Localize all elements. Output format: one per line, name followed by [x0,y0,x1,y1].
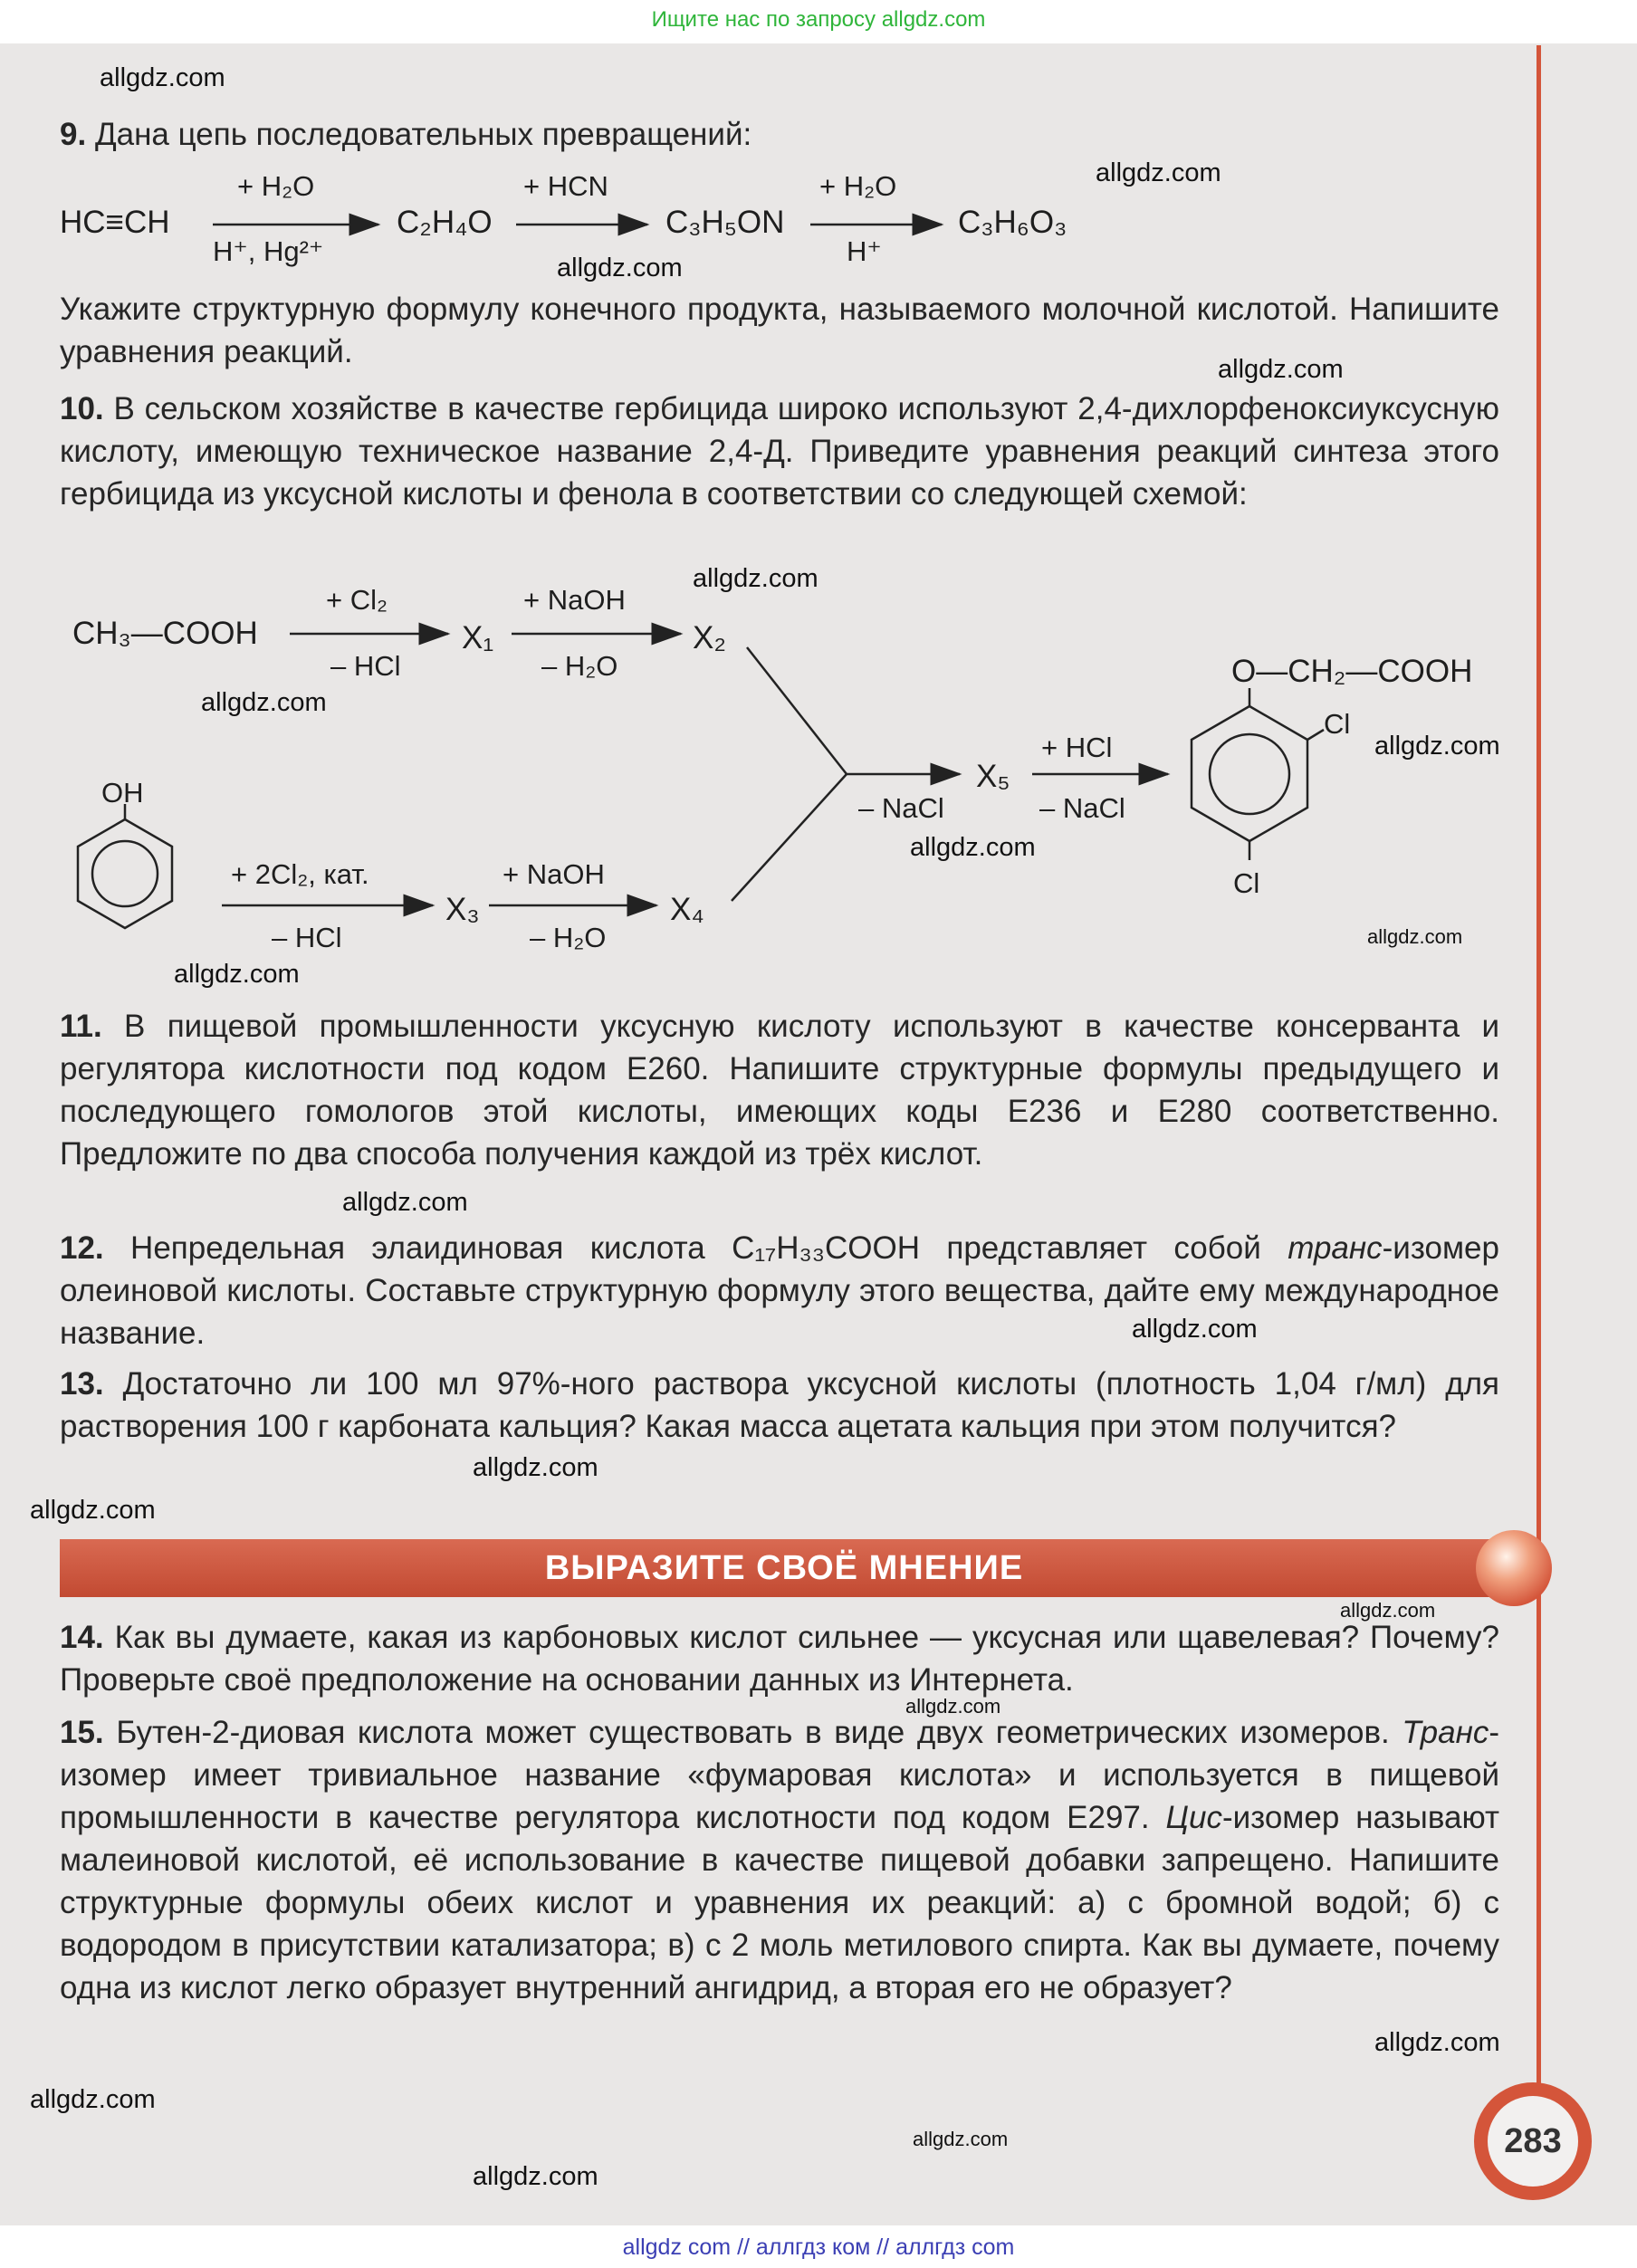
watermark: allgdz.com [1340,1599,1436,1622]
chem-cond-10-5-bottom: – NaCl [1039,792,1125,824]
task-text-3: -изомер называют малеиновой кислотой, её использование в качестве пищевой добавки запрещено. Напишите структурные формулы обеих кислот и уравнения их реакций: а) с бромной водой; б) с водородом в присутствии катализатора; в) с 2 моль метилового спирта. Как вы думаете, почему одна из кислот легко образует внутренний ангидрид, а вторая его не образует? [60,1800,1500,2005]
watermark: allgdz.com [1374,732,1500,761]
task-text: Дана цепь последовательных превращений: [94,117,752,152]
merge-line-bottom [732,774,847,901]
merge-line-top [747,647,847,774]
chem-product-cl-para: Cl [1233,867,1260,899]
task-number: 13. [60,1366,104,1402]
task-number: 14. [60,1620,104,1655]
chem-cond-9-2-top: + HCN [523,170,608,202]
chem-merge-cond: – NaCl [858,792,944,824]
chem-cond-9-3-top: + H₂O [819,170,897,202]
task-text-a: Непредельная элаидиновая кислота C₁₇H₃₃COOH представляет собой [130,1230,1288,1266]
task-text: Достаточно ли 100 мл 97%-ного раствора уксусной кислоты (плотность 1,04 г/мл) для растворения 100 г карбоната кальция? Какая масса ацетата кальция при этом получится? [60,1366,1499,1444]
task-text-italic: транс [1288,1230,1383,1266]
chem-cond-10-3-bottom: – HCl [272,922,342,953]
task-number: 15. [60,1715,104,1750]
watermark: allgdz.com [1374,2028,1500,2057]
task-11 [60,1005,1499,1175]
watermark: allgdz.com [905,1695,1001,1718]
task-number: 12. [60,1230,104,1266]
task-13 [60,1363,1499,1448]
chem-x5: X₅ [976,759,1010,794]
chem-cond-10-2-top: + NaOH [523,584,626,616]
task-italic-cis: Цис [1165,1800,1222,1835]
watermark: allgdz.com [342,1188,468,1217]
chem-cond-10-1-bottom: – HCl [330,650,401,682]
chem-cond-10-4-bottom: – H₂O [530,922,607,953]
watermark: allgdz.com [100,63,225,92]
page-number: 283 [1488,2096,1578,2187]
chem-x2: X₂ [693,620,726,656]
chem-c2h4o: C₂H₄O [397,205,493,240]
chem-cond-10-1-top: + Cl₂ [326,584,388,616]
watermark: allgdz.com [201,688,327,717]
chem-cond-9-1-bottom: H⁺, Hg²⁺ [213,235,324,267]
chem-cond-10-3-top: + 2Cl₂, кат. [231,858,369,890]
watermark: allgdz.com [30,1496,156,1525]
task-15 [60,1711,1499,2009]
chem-cond-9-1-top: + H₂O [237,170,315,202]
chem-c3h5on: C₃H₅ON [665,205,785,240]
chem-product-chain: O—CH₂—COOH [1231,654,1473,689]
top-watermark-banner: Ищите нас по запросу allgdz.com [651,7,986,32]
task-text: В пищевой промышленности уксусную кислоту используют в качестве консерванта и регулятора кислотности под кодом Е260. Напишите структурные формулы предыдущего и последующего гомологов этой кислоты, имеющих коды Е236 и Е280 соответственно. Предложите по два способа получения каждой из трёх кислот. [60,1009,1500,1172]
task-text-1: Бутен-2-диовая кислота может существовать в виде двух геометрических изомеров. [116,1715,1402,1750]
watermark: allgdz.com [1367,925,1463,948]
watermark: allgdz.com [1132,1315,1258,1344]
chem-x1: X₁ [462,620,494,656]
section-heading: ВЫРАЗИТЕ СВОЁ МНЕНИЕ [60,1539,1508,1597]
chem-cond-9-3-bottom: H⁺ [847,235,882,267]
task-italic-trans: Транс [1402,1715,1489,1750]
watermark: allgdz.com [473,2162,598,2191]
phenol-ring [78,804,172,928]
chem-x4: X₄ [670,892,704,927]
chem-acetylene: HC≡CH [60,205,170,240]
task-text: Как вы думаете, какая из карбоновых кислот сильнее — уксусная или щавелевая? Почему? Проверьте своё предположение на основании данных из Интернета. [60,1620,1499,1698]
task-14 [60,1616,1499,1701]
chem-acetic-acid: CH₃—COOH [72,616,258,651]
watermark: allgdz.com [1218,355,1344,384]
bottom-watermark-banner: allgdz com // аллгдз ком // аллгдз com [622,2235,1015,2260]
watermark: allgdz.com [557,254,683,282]
chem-cond-10-4-top: + NaOH [503,858,605,890]
page-number-badge [1474,2082,1592,2200]
task-number: 10. [60,391,104,426]
task-12 [60,1227,1499,1354]
watermark: allgdz.com [910,833,1036,862]
watermark: allgdz.com [174,960,300,989]
chem-cond-10-2-bottom: – H₂O [541,650,618,682]
task-text: В сельском хозяйстве в качестве гербицида широко используют 2,4-дихлорфеноксиуксусную кислоту, имеющую техническое название 2,4-Д. Приведите уравнения реакций синтеза этого гербицида из уксусной кислоты и фенола в соответствии со следующей схемой: [60,391,1499,512]
section-decor-ball [1476,1530,1552,1606]
task-text-2: -изомер имеет тривиальное название «фумаровая кислота» и используется в пищевой промышленности в качестве регулятора кислотности под кодом Е297. [60,1715,1499,1835]
task-text-b: -изомер олеиновой кислоты. Составьте структурную формулу этого вещества, дайте ему международное название. [60,1230,1499,1351]
task-number: 9. [60,117,87,152]
chem-c3h6o3: C₃H₆O₃ [958,205,1067,240]
watermark: allgdz.com [473,1453,598,1482]
chem-x3: X₃ [445,892,480,927]
task-number: 11. [60,1009,102,1044]
task-9-question: Укажите структурную формулу конечного продукта, называемого молочной кислотой. Напишите уравнения реакций. [60,292,1499,369]
chem-product-cl-ortho: Cl [1324,708,1351,740]
watermark: allgdz.com [693,564,818,593]
chem-cond-10-5-top: + HCl [1041,732,1113,763]
watermark: allgdz.com [913,2128,1009,2150]
task-10 [60,388,1499,515]
watermark: allgdz.com [1096,158,1221,187]
product-benzene-ring [1192,688,1324,860]
chem-phenol-oh: OH [101,777,144,809]
watermark: allgdz.com [30,2085,156,2114]
